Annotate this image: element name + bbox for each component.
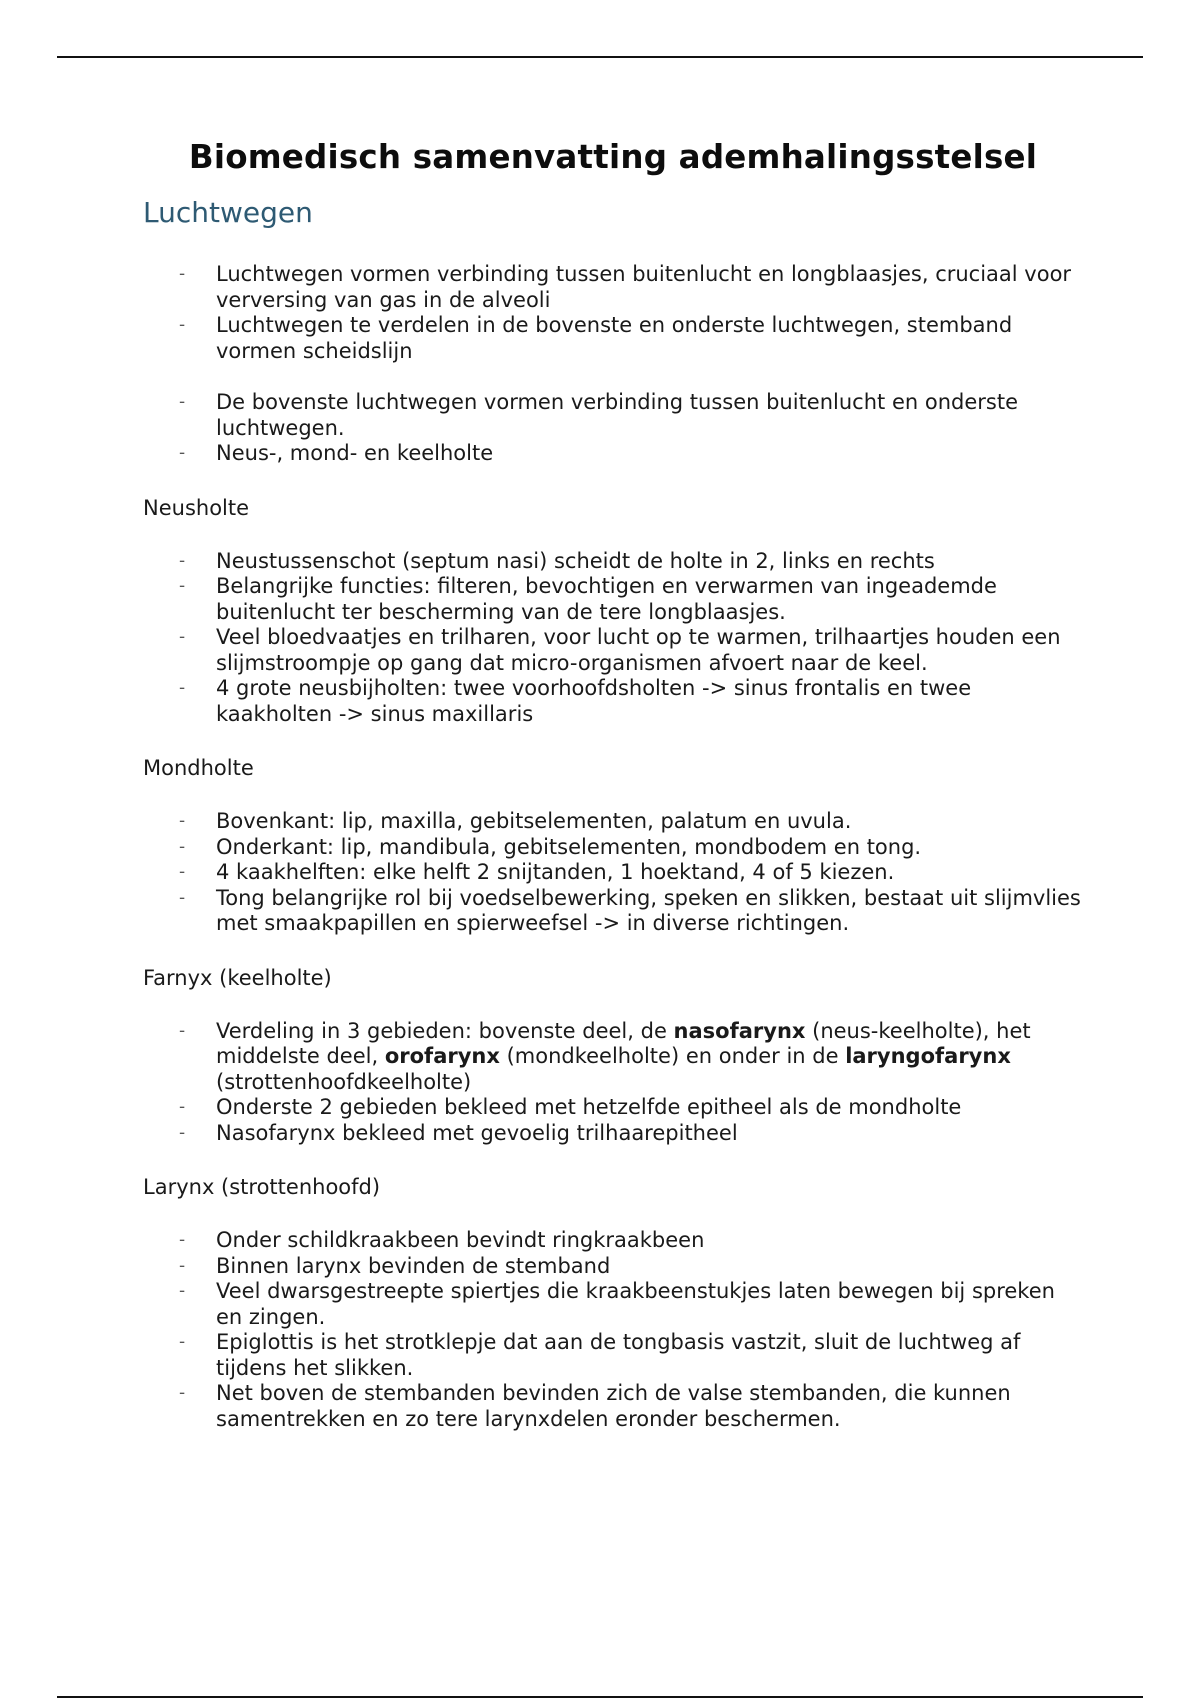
list-item: - De bovenste luchtwegen vormen verbinding tussen buitenlucht en onderste luchtwegen. xyxy=(179,390,1018,440)
bullet-dash: - xyxy=(179,811,186,831)
bullet-dash: - xyxy=(179,627,186,647)
farnyx-list xyxy=(143,1019,1083,1147)
subheading-larynx: Larynx (strottenhoofd) xyxy=(143,1175,381,1199)
bullet-dash: - xyxy=(179,1281,186,1301)
term-orofarynx: orofarynx xyxy=(384,1044,500,1068)
list-item: - Onder schildkraakbeen bevindt ringkraakbeen xyxy=(179,1228,705,1252)
bullet-dash: - xyxy=(179,443,186,463)
bullet-dash: - xyxy=(179,392,186,412)
term-laryngofarynx: laryngofarynx xyxy=(845,1044,1011,1068)
bullet-dash: - xyxy=(179,1230,186,1250)
bullet-dash: - xyxy=(179,836,186,857)
bullet-dash: - xyxy=(179,1020,186,1041)
neusholte-list xyxy=(143,549,1083,728)
list-item: - Veel dwarsgestreepte spiertjes die kraakbeenstukjes laten bewegen bij spreken en zingen. xyxy=(179,1279,1055,1329)
bullet-dash: - xyxy=(179,264,186,284)
list-item: - Nasofarynx bekleed met gevoelig trilhaarepitheel xyxy=(179,1120,738,1145)
section-heading: Luchtwegen xyxy=(143,196,313,229)
list-item: - Bovenkant: lip, maxilla, gebitselementen, palatum en uvula. xyxy=(179,809,852,833)
list-item: - Verdeling in 3 gebieden: bovenste deel, de nasofarynx (neus-keelholte), het middelste deel, orofarynx (mondkeelholte) en onder in de laryngofarynx (strottenhoofdkeelholte) xyxy=(179,1018,1031,1094)
list-item: - Neustussenschot (septum nasi) scheidt de holte in 2, links en rechts xyxy=(179,548,935,573)
bullet-dash: - xyxy=(179,315,186,335)
bullet-dash: - xyxy=(179,1097,186,1117)
list-item: - Epiglottis is het strotklepje dat aan de tongbasis vastzit, sluit de luchtweg af tijdens het slikken. xyxy=(179,1330,1021,1380)
list-item: - Belangrijke functies: filteren, bevochtigen en verwarmen van ingeademde buitenlucht ter bescherming van de tere longblaasjes. xyxy=(179,574,997,624)
larynx-list xyxy=(143,1228,1083,1432)
term-nasofarynx: nasofarynx xyxy=(673,1018,806,1043)
bullet-dash: - xyxy=(179,887,186,908)
list-item: - Neus-, mond- en keelholte xyxy=(179,441,494,465)
subheading-farnyx: Farnyx (keelholte) xyxy=(143,965,332,990)
list-item: - Luchtwegen te verdelen in de bovenste en onderste luchtwegen, stemband vormen scheidslijn xyxy=(179,313,1013,363)
bullet-dash: - xyxy=(179,550,186,571)
document-body xyxy=(143,138,1083,1432)
page-title: Biomedisch samenvatting ademhalingsstelsel xyxy=(188,138,1038,176)
bullet-dash: - xyxy=(179,1383,186,1403)
top-rule xyxy=(57,56,1143,58)
mondholte-list xyxy=(143,809,1083,937)
list-item: - Binnen larynx bevinden de stemband xyxy=(179,1253,611,1278)
subheading-mondholte: Mondholte xyxy=(143,756,254,780)
bullet-dash: - xyxy=(179,576,186,596)
list-item: - Onderkant: lip, mandibula, gebitselementen, mondbodem en tong. xyxy=(179,834,922,859)
bullet-dash: - xyxy=(179,1332,186,1352)
bullet-dash: - xyxy=(179,1255,186,1276)
intro-list xyxy=(143,262,1083,364)
list-item: - 4 kaakhelften: elke helft 2 snijtanden, 1 hoektand, 4 of 5 kiezen. xyxy=(179,860,895,884)
bottom-rule xyxy=(57,1696,1143,1698)
list-item: - Onderste 2 gebieden bekleed met hetzelfde epitheel als de mondholte xyxy=(179,1095,962,1119)
list-item: - Luchtwegen vormen verbinding tussen buitenlucht en longblaasjes, cruciaal voor verversing van gas in de alveoli xyxy=(179,262,1072,312)
list-item: - Tong belangrijke rol bij voedselbewerking, speken en slikken, bestaat uit slijmvlies met smaakpapillen en spierweefsel -> in diverse richtingen. xyxy=(179,885,1081,935)
subheading-neusholte: Neusholte xyxy=(143,495,250,520)
bullet-dash: - xyxy=(179,862,186,882)
bullet-dash: - xyxy=(179,1122,186,1143)
list-item: - 4 grote neusbijholten: twee voorhoofdsholten -> sinus frontalis en twee kaakholten -> sinus maxillaris xyxy=(179,676,972,726)
intro-list-2 xyxy=(143,390,1083,467)
list-item: - Net boven de stembanden bevinden zich de valse stembanden, die kunnen samentrekken en zo tere larynxdelen eronder beschermen. xyxy=(179,1381,1011,1431)
bullet-dash: - xyxy=(179,678,186,698)
list-item: - Veel bloedvaatjes en trilharen, voor lucht op te warmen, trilhaartjes houden een slijmstroompje op gang dat micro-organismen afvoert naar de keel. xyxy=(179,625,1061,675)
